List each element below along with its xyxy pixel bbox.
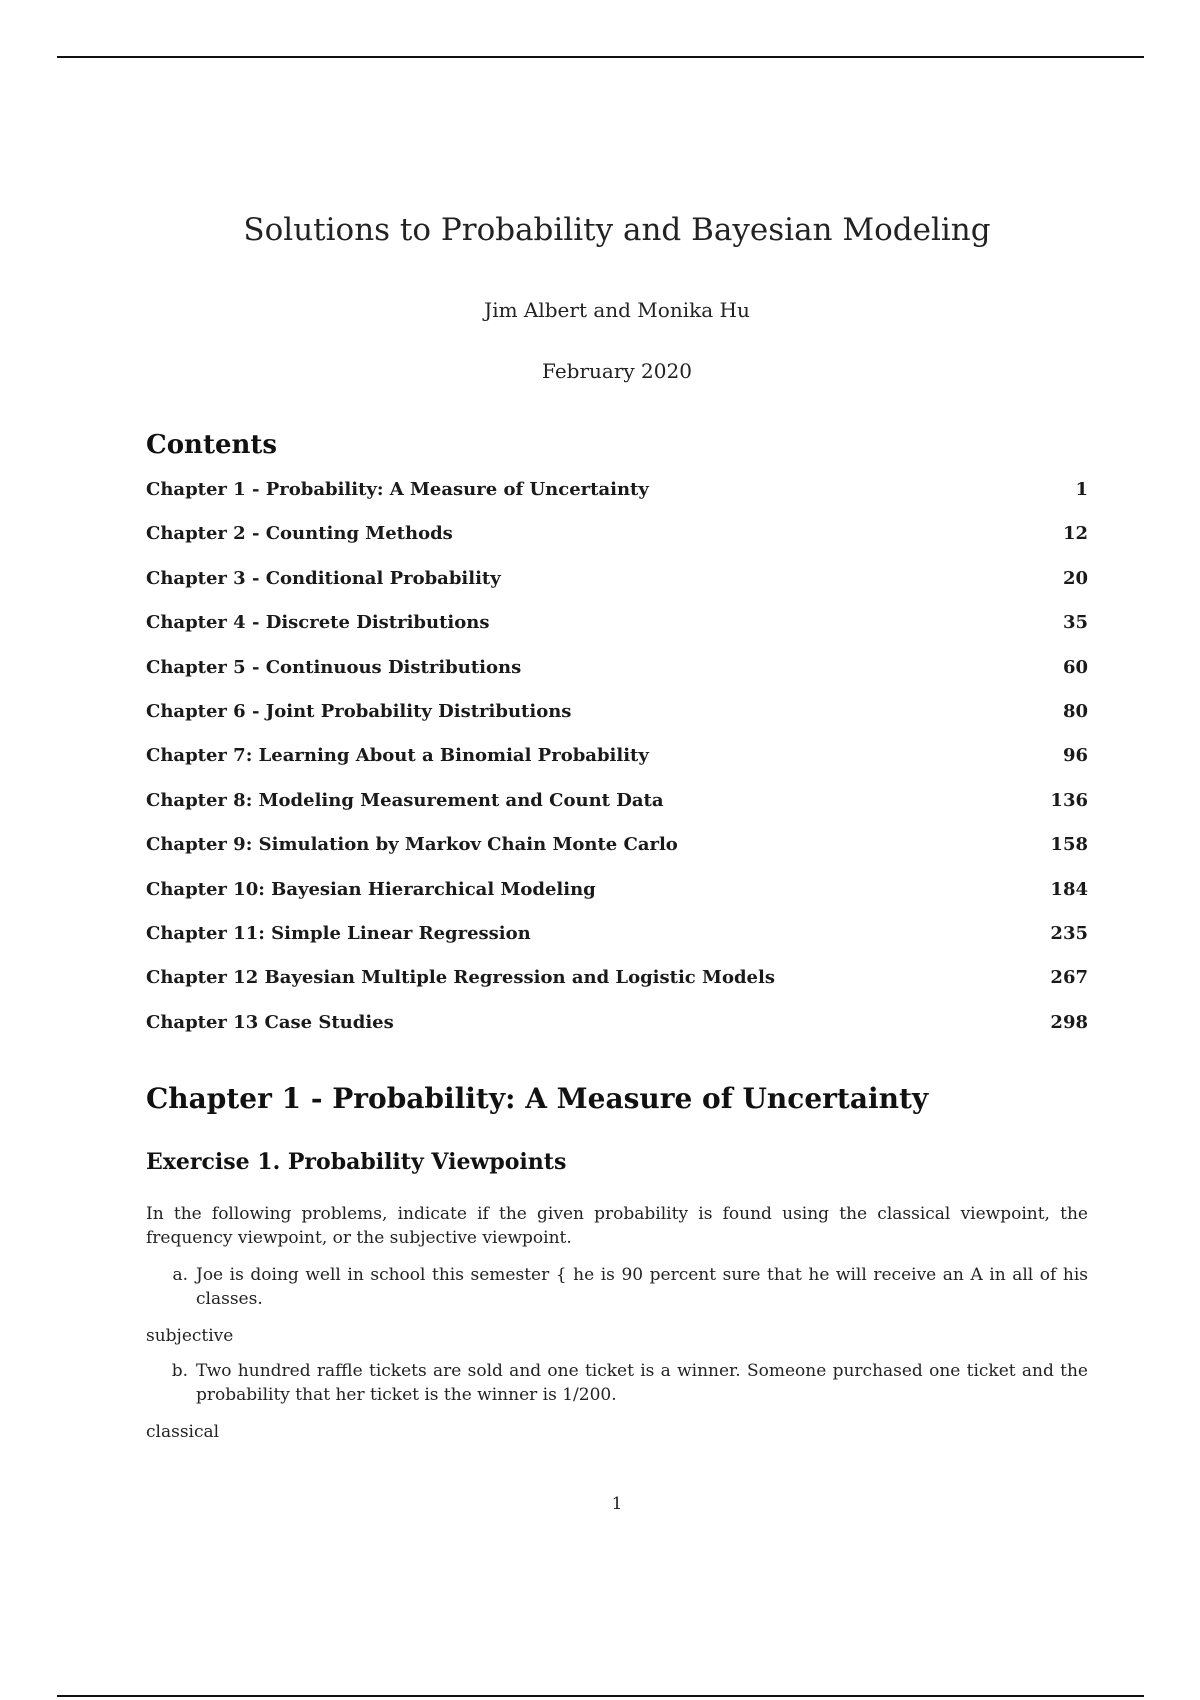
toc-entry[interactable]: [146, 523, 1088, 567]
toc-entry[interactable]: [146, 479, 1088, 523]
toc-entry-page: 184: [1050, 878, 1088, 900]
toc-entry[interactable]: [146, 657, 1088, 701]
toc-entry-label: Chapter 5 - Continuous Distributions: [146, 656, 522, 678]
bottom-rule: [57, 1695, 1144, 1697]
toc-entry-label: Chapter 8: Modeling Measurement and Count Data: [146, 789, 664, 811]
toc-entry-label: Chapter 13 Case Studies: [146, 1011, 394, 1033]
toc-entry-page: 96: [1062, 745, 1088, 767]
toc-entry-label: Chapter 12 Bayesian Multiple Regression and Logistic Models: [146, 967, 775, 989]
toc-entry[interactable]: [146, 879, 1088, 923]
toc-entry[interactable]: [146, 790, 1088, 834]
exercise-heading: Exercise 1. Probability Viewpoints: [146, 1149, 567, 1175]
top-rule: [57, 56, 1144, 58]
toc-entry[interactable]: [146, 745, 1088, 789]
document-authors: Jim Albert and Monika Hu: [484, 298, 750, 322]
contents-heading: Contents: [146, 430, 278, 460]
toc-entry[interactable]: [146, 612, 1088, 656]
toc-entry-label: Chapter 2 - Counting Methods: [146, 523, 453, 545]
toc-entry-page: 35: [1062, 612, 1088, 634]
page-number: 1: [611, 1494, 623, 1514]
toc-entry[interactable]: [146, 701, 1088, 745]
toc-entry-page: 158: [1050, 834, 1088, 856]
table-of-contents: [146, 479, 1088, 1056]
exercise-intro: In the following problems, indicate if the given probability is found using the classical viewpoint, the frequency viewpoint, or the subjective viewpoint.: [146, 1204, 1088, 1248]
exercise-item: [146, 1263, 1088, 1311]
toc-entry-page: 1: [1075, 479, 1088, 500]
toc-entry[interactable]: [146, 834, 1088, 878]
toc-entry[interactable]: [146, 568, 1088, 612]
document-date: February 2020: [542, 359, 692, 383]
exercise-item: [146, 1359, 1088, 1407]
toc-entry-label: Chapter 1 - Probability: A Measure of Uncertainty: [146, 479, 649, 500]
item-marker: a.: [172, 1265, 188, 1285]
toc-entry[interactable]: [146, 967, 1088, 1011]
toc-entry-label: Chapter 6 - Joint Probability Distributions: [146, 700, 572, 722]
toc-entry-page: 267: [1050, 967, 1088, 989]
item-text: Joe is doing well in school this semester { he is 90 percent sure that he will receive an A in all of his classes.: [196, 1265, 1088, 1309]
toc-entry-label: Chapter 7: Learning About a Binomial Probability: [146, 745, 649, 767]
toc-entry-label: Chapter 3 - Conditional Probability: [146, 567, 501, 589]
chapter-heading: Chapter 1 - Probability: A Measure of Uncertainty: [146, 1082, 929, 1115]
toc-entry-page: 12: [1062, 523, 1088, 545]
toc-entry-label: Chapter 9: Simulation by Markov Chain Monte Carlo: [146, 834, 678, 856]
item-text: Two hundred raffle tickets are sold and one ticket is a winner. Someone purchased one ticket and the probability that her ticket is the winner is 1/200.: [196, 1361, 1088, 1405]
document-title: Solutions to Probability and Bayesian Modeling: [243, 212, 991, 248]
toc-entry-label: Chapter 11: Simple Linear Regression: [146, 922, 531, 944]
toc-entry[interactable]: [146, 923, 1088, 967]
toc-entry-page: 20: [1062, 567, 1088, 589]
item-answer: subjective: [146, 1326, 234, 1346]
toc-entry[interactable]: [146, 1012, 1088, 1056]
toc-entry-page: 60: [1062, 656, 1088, 678]
toc-entry-label: Chapter 4 - Discrete Distributions: [146, 612, 490, 634]
toc-entry-page: 80: [1062, 700, 1088, 722]
item-marker: b.: [171, 1361, 188, 1381]
toc-entry-page: 136: [1050, 789, 1088, 811]
toc-entry-page: 298: [1050, 1011, 1088, 1033]
toc-entry-label: Chapter 10: Bayesian Hierarchical Modeling: [146, 878, 596, 900]
toc-entry-page: 235: [1050, 922, 1088, 944]
item-answer: classical: [146, 1422, 220, 1442]
